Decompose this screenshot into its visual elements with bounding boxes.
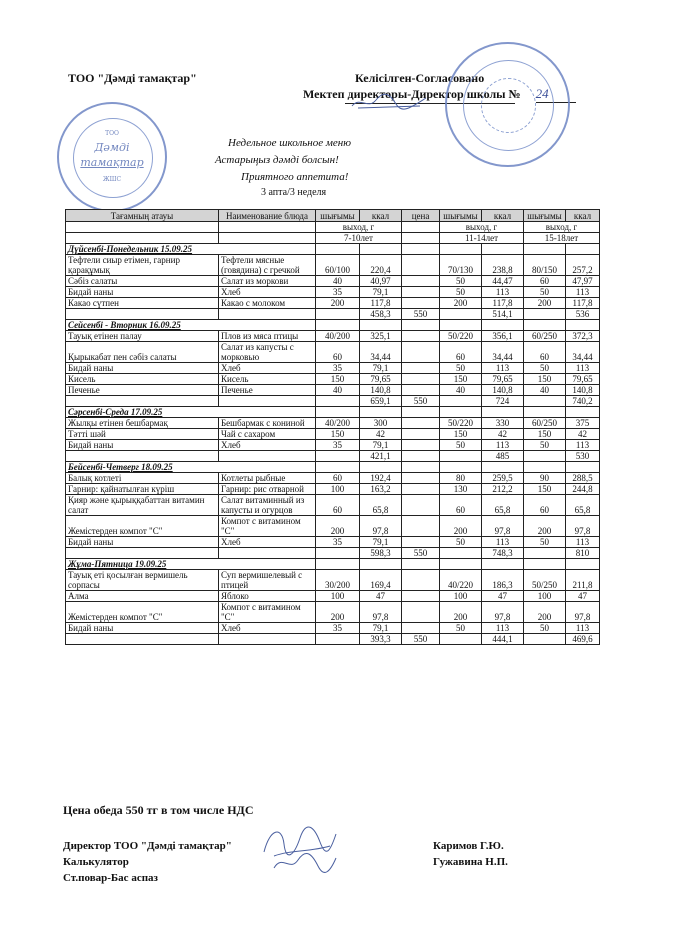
kcal-15-18: 47,97 bbox=[566, 276, 600, 287]
kcal-11-14: 212,2 bbox=[482, 484, 524, 495]
yield-label: выход, г bbox=[316, 222, 402, 233]
day-header-row bbox=[66, 244, 600, 255]
dish-row bbox=[66, 602, 600, 623]
total-kcal-7-10: 458,3 bbox=[360, 309, 402, 320]
dish-name-ru: Компот с витамином "С" bbox=[219, 602, 316, 623]
price-note: Цена обеда 550 тг в том числе НДС bbox=[63, 803, 254, 817]
price bbox=[402, 418, 440, 429]
dish-name-kz: Тәтті шәй bbox=[66, 429, 219, 440]
kcal-15-18: 42 bbox=[566, 429, 600, 440]
price bbox=[402, 602, 440, 623]
total-kcal-15-18: 530 bbox=[566, 451, 600, 462]
kcal-11-14: 238,8 bbox=[482, 255, 524, 276]
dish-name-ru: Какао с молоком bbox=[219, 298, 316, 309]
yield-7-10: 40 bbox=[316, 385, 360, 396]
dish-name-kz: Жемістерден компот "С" bbox=[66, 516, 219, 537]
kcal-7-10: 300 bbox=[360, 418, 402, 429]
yield-7-10: 40 bbox=[316, 276, 360, 287]
yield-15-18: 50/250 bbox=[524, 570, 566, 591]
yield-15-18: 60 bbox=[524, 342, 566, 363]
day-header-row bbox=[66, 559, 600, 570]
yield-15-18: 50 bbox=[524, 537, 566, 548]
dish-row bbox=[66, 298, 600, 309]
kcal-7-10: 117,8 bbox=[360, 298, 402, 309]
total-kcal-11-14: 485 bbox=[482, 451, 524, 462]
company-name: ТОО "Дәмді тамақтар" bbox=[68, 71, 197, 85]
kcal-15-18: 113 bbox=[566, 440, 600, 451]
dish-row bbox=[66, 484, 600, 495]
kcal-11-14: 186,3 bbox=[482, 570, 524, 591]
kcal-15-18: 211,8 bbox=[566, 570, 600, 591]
header-cell: шығымы bbox=[440, 210, 482, 222]
yield-7-10: 200 bbox=[316, 516, 360, 537]
yield-15-18: 40 bbox=[524, 385, 566, 396]
header-cell: шығымы bbox=[524, 210, 566, 222]
yield-11-14: 150 bbox=[440, 374, 482, 385]
header-cell: Тағамның атауы bbox=[66, 210, 219, 222]
kcal-11-14: 330 bbox=[482, 418, 524, 429]
kcal-15-18: 257,2 bbox=[566, 255, 600, 276]
yield-11-14: 50/220 bbox=[440, 331, 482, 342]
kcal-15-18: 65,8 bbox=[566, 495, 600, 516]
total-kcal-11-14: 748,3 bbox=[482, 548, 524, 559]
yield-15-18: 200 bbox=[524, 298, 566, 309]
kcal-7-10: 163,2 bbox=[360, 484, 402, 495]
kcal-15-18: 140,8 bbox=[566, 385, 600, 396]
kcal-11-14: 259,5 bbox=[482, 473, 524, 484]
yield-7-10: 60 bbox=[316, 495, 360, 516]
kcal-11-14: 65,8 bbox=[482, 495, 524, 516]
dish-name-ru: Хлеб bbox=[219, 623, 316, 634]
kcal-11-14: 113 bbox=[482, 537, 524, 548]
yield-15-18: 200 bbox=[524, 516, 566, 537]
age-group: 15-18лет bbox=[524, 233, 600, 244]
kcal-15-18: 375 bbox=[566, 418, 600, 429]
yield-11-14: 60 bbox=[440, 342, 482, 363]
kcal-7-10: 79,1 bbox=[360, 440, 402, 451]
day-total-row bbox=[66, 634, 600, 645]
calculator-signature bbox=[270, 850, 340, 876]
kcal-15-18: 244,8 bbox=[566, 484, 600, 495]
kcal-15-18: 288,5 bbox=[566, 473, 600, 484]
dish-row bbox=[66, 429, 600, 440]
dish-row bbox=[66, 516, 600, 537]
yield-15-18: 150 bbox=[524, 374, 566, 385]
dish-row bbox=[66, 473, 600, 484]
yield-7-10: 60/100 bbox=[316, 255, 360, 276]
yield-15-18: 60 bbox=[524, 495, 566, 516]
yield-7-10: 100 bbox=[316, 484, 360, 495]
dish-row bbox=[66, 623, 600, 634]
header-cell: ккал bbox=[482, 210, 524, 222]
kcal-7-10: 34,44 bbox=[360, 342, 402, 363]
dish-name-kz: Тауық етінен палау bbox=[66, 331, 219, 342]
kcal-7-10: 325,1 bbox=[360, 331, 402, 342]
dish-row bbox=[66, 537, 600, 548]
kcal-11-14: 140,8 bbox=[482, 385, 524, 396]
yield-15-18: 150 bbox=[524, 484, 566, 495]
dish-name-ru: Салат витаминный из капусты и огурцов bbox=[219, 495, 316, 516]
dish-name-ru: Бешбармак с кониной bbox=[219, 418, 316, 429]
price bbox=[402, 537, 440, 548]
yield-11-14: 200 bbox=[440, 516, 482, 537]
yield-11-14: 40 bbox=[440, 385, 482, 396]
yield-7-10: 200 bbox=[316, 602, 360, 623]
dish-name-ru: Суп вермишелевый с птицей bbox=[219, 570, 316, 591]
dish-name-ru: Салат из моркови bbox=[219, 276, 316, 287]
dish-name-ru: Компот с витамином "С" bbox=[219, 516, 316, 537]
price bbox=[402, 287, 440, 298]
header-cell: Наименование блюда bbox=[219, 210, 316, 222]
day-header-row bbox=[66, 407, 600, 418]
price bbox=[402, 473, 440, 484]
yield-15-18: 150 bbox=[524, 429, 566, 440]
yield-11-14: 50 bbox=[440, 623, 482, 634]
dish-name-kz: Тефтели сиыр етімен, гарнир қарақұмық bbox=[66, 255, 219, 276]
kcal-7-10: 79,1 bbox=[360, 363, 402, 374]
kcal-11-14: 97,8 bbox=[482, 516, 524, 537]
yield-11-14: 50 bbox=[440, 276, 482, 287]
calculator-name: Гужавина Н.П. bbox=[433, 856, 508, 868]
price bbox=[402, 342, 440, 363]
total-price: 550 bbox=[402, 396, 440, 407]
age-group: 11-14лет bbox=[440, 233, 524, 244]
calculator-label: Калькулятор bbox=[63, 856, 129, 868]
kcal-11-14: 44,47 bbox=[482, 276, 524, 287]
dish-row bbox=[66, 255, 600, 276]
kcal-7-10: 79,1 bbox=[360, 537, 402, 548]
day-name: Дүйсенбі-Понедельник 15.09.25 bbox=[66, 244, 316, 255]
kcal-7-10: 47 bbox=[360, 591, 402, 602]
menu-title: Недельное школьное меню bbox=[228, 137, 352, 149]
school-number: 24 bbox=[536, 86, 576, 103]
dish-name-ru: Гарнир: рис отварной bbox=[219, 484, 316, 495]
kcal-11-14: 113 bbox=[482, 363, 524, 374]
price bbox=[402, 570, 440, 591]
kcal-7-10: 220,4 bbox=[360, 255, 402, 276]
kcal-11-14: 113 bbox=[482, 623, 524, 634]
dish-name-kz: Бидай наны bbox=[66, 363, 219, 374]
director-name: Каримов Г.Ю. bbox=[433, 840, 504, 852]
kcal-15-18: 79,65 bbox=[566, 374, 600, 385]
yield-11-14: 130 bbox=[440, 484, 482, 495]
kcal-11-14: 97,8 bbox=[482, 602, 524, 623]
yield-7-10: 60 bbox=[316, 342, 360, 363]
kcal-15-18: 117,8 bbox=[566, 298, 600, 309]
yield-11-14: 150 bbox=[440, 429, 482, 440]
kcal-15-18: 113 bbox=[566, 363, 600, 374]
dish-name-ru: Чай с сахаром bbox=[219, 429, 316, 440]
dish-name-kz: Қияр және қырыққабаттан витамин салат bbox=[66, 495, 219, 516]
yield-label-row bbox=[66, 222, 600, 233]
day-total-row bbox=[66, 309, 600, 320]
kcal-7-10: 192,4 bbox=[360, 473, 402, 484]
price bbox=[402, 591, 440, 602]
total-kcal-15-18: 469,6 bbox=[566, 634, 600, 645]
yield-11-14: 200 bbox=[440, 602, 482, 623]
school-stamp bbox=[445, 42, 570, 167]
day-total-row bbox=[66, 548, 600, 559]
total-kcal-15-18: 810 bbox=[566, 548, 600, 559]
day-name: Бейсенбі-Четверг 18.09.25 bbox=[66, 462, 316, 473]
company-stamp bbox=[57, 102, 167, 212]
director-label: Директор ТОО "Дәмді тамақтар" bbox=[63, 840, 232, 852]
dish-row bbox=[66, 276, 600, 287]
kcal-15-18: 47 bbox=[566, 591, 600, 602]
yield-11-14: 100 bbox=[440, 591, 482, 602]
kcal-7-10: 40,97 bbox=[360, 276, 402, 287]
yield-15-18: 100 bbox=[524, 591, 566, 602]
stamp-bottom-text: ЖШС bbox=[102, 176, 122, 183]
age-group-row bbox=[66, 233, 600, 244]
yield-label: выход, г bbox=[440, 222, 524, 233]
menu-greeting-kz: Астарыңыз дәмді болсын! bbox=[215, 154, 339, 166]
yield-11-14: 50 bbox=[440, 363, 482, 374]
kcal-11-14: 113 bbox=[482, 440, 524, 451]
yield-15-18: 200 bbox=[524, 602, 566, 623]
kcal-15-18: 113 bbox=[566, 287, 600, 298]
yield-15-18: 50 bbox=[524, 623, 566, 634]
table-header-row bbox=[66, 210, 600, 222]
dish-row bbox=[66, 287, 600, 298]
dish-row bbox=[66, 418, 600, 429]
price bbox=[402, 255, 440, 276]
day-header-row bbox=[66, 320, 600, 331]
stamp-top-text: ТОО bbox=[105, 130, 119, 137]
yield-15-18: 60/250 bbox=[524, 331, 566, 342]
yield-11-14: 200 bbox=[440, 298, 482, 309]
yield-7-10: 35 bbox=[316, 440, 360, 451]
yield-11-14: 70/130 bbox=[440, 255, 482, 276]
yield-7-10: 35 bbox=[316, 363, 360, 374]
approval-line-2-text: Мектеп директоры-Директор школы № bbox=[303, 87, 521, 101]
header-cell: шығымы bbox=[316, 210, 360, 222]
kcal-7-10: 79,1 bbox=[360, 623, 402, 634]
price bbox=[402, 276, 440, 287]
dish-name-kz: Бидай наны bbox=[66, 623, 219, 634]
yield-7-10: 40/200 bbox=[316, 331, 360, 342]
dish-name-kz: Кисель bbox=[66, 374, 219, 385]
kcal-15-18: 97,8 bbox=[566, 516, 600, 537]
dish-row bbox=[66, 342, 600, 363]
kcal-7-10: 140,8 bbox=[360, 385, 402, 396]
kcal-11-14: 113 bbox=[482, 287, 524, 298]
dish-name-ru: Хлеб bbox=[219, 440, 316, 451]
total-kcal-7-10: 659,1 bbox=[360, 396, 402, 407]
total-price: 550 bbox=[402, 634, 440, 645]
dish-name-kz: Жемістерден компот "С" bbox=[66, 602, 219, 623]
price bbox=[402, 385, 440, 396]
dish-name-kz: Алма bbox=[66, 591, 219, 602]
yield-7-10: 150 bbox=[316, 374, 360, 385]
yield-15-18: 50 bbox=[524, 363, 566, 374]
total-kcal-7-10: 393,3 bbox=[360, 634, 402, 645]
yield-15-18: 50 bbox=[524, 287, 566, 298]
dish-name-ru: Тефтели мясные (говядина) с гречкой bbox=[219, 255, 316, 276]
price bbox=[402, 363, 440, 374]
kcal-11-14: 117,8 bbox=[482, 298, 524, 309]
yield-15-18: 50 bbox=[524, 440, 566, 451]
yield-11-14: 80 bbox=[440, 473, 482, 484]
total-kcal-15-18: 740,2 bbox=[566, 396, 600, 407]
yield-7-10: 100 bbox=[316, 591, 360, 602]
kcal-11-14: 47 bbox=[482, 591, 524, 602]
age-group: 7-10лет bbox=[316, 233, 402, 244]
kcal-15-18: 113 bbox=[566, 537, 600, 548]
dish-name-kz: Какао сүтпен bbox=[66, 298, 219, 309]
day-header-row bbox=[66, 462, 600, 473]
approval-signature bbox=[350, 92, 430, 112]
total-kcal-11-14: 444,1 bbox=[482, 634, 524, 645]
header-cell: ккал bbox=[360, 210, 402, 222]
yield-7-10: 60 bbox=[316, 473, 360, 484]
price bbox=[402, 440, 440, 451]
day-name: Жұма-Пятница 19.09.25 bbox=[66, 559, 316, 570]
total-kcal-11-14: 724 bbox=[482, 396, 524, 407]
total-price: 550 bbox=[402, 548, 440, 559]
yield-7-10: 35 bbox=[316, 623, 360, 634]
yield-7-10: 35 bbox=[316, 287, 360, 298]
kcal-7-10: 169,4 bbox=[360, 570, 402, 591]
yield-11-14: 50 bbox=[440, 287, 482, 298]
dish-name-kz: Гарнир: қайнатылған күріш bbox=[66, 484, 219, 495]
dish-name-kz: Бидай наны bbox=[66, 537, 219, 548]
yield-7-10: 35 bbox=[316, 537, 360, 548]
dish-name-ru: Салат из капусты с морковью bbox=[219, 342, 316, 363]
day-name: Сәрсенбі-Среда 17.09.25 bbox=[66, 407, 316, 418]
dish-name-ru: Хлеб bbox=[219, 537, 316, 548]
total-kcal-7-10: 598,3 bbox=[360, 548, 402, 559]
yield-7-10: 40/200 bbox=[316, 418, 360, 429]
yield-11-14: 40/220 bbox=[440, 570, 482, 591]
header-cell: цена bbox=[402, 210, 440, 222]
yield-11-14: 50 bbox=[440, 440, 482, 451]
kcal-7-10: 79,1 bbox=[360, 287, 402, 298]
yield-label: выход, г bbox=[524, 222, 600, 233]
cook-label: Ст.повар-Бас аспаз bbox=[63, 872, 158, 884]
yield-11-14: 50/220 bbox=[440, 418, 482, 429]
kcal-11-14: 356,1 bbox=[482, 331, 524, 342]
yield-7-10: 150 bbox=[316, 429, 360, 440]
dish-row bbox=[66, 591, 600, 602]
kcal-15-18: 97,8 bbox=[566, 602, 600, 623]
dish-name-ru: Кисель bbox=[219, 374, 316, 385]
dish-name-ru: Котлеты рыбные bbox=[219, 473, 316, 484]
kcal-11-14: 34,44 bbox=[482, 342, 524, 363]
yield-11-14: 50 bbox=[440, 537, 482, 548]
menu-greeting-ru: Приятного аппетита! bbox=[241, 171, 349, 183]
day-total-row bbox=[66, 451, 600, 462]
total-price bbox=[402, 451, 440, 462]
approval-line-1: Келісілген-Согласовано bbox=[355, 71, 485, 85]
dish-name-kz: Қырыкабат пен сәбіз салаты bbox=[66, 342, 219, 363]
price bbox=[402, 331, 440, 342]
dish-row bbox=[66, 331, 600, 342]
dish-name-ru: Печенье bbox=[219, 385, 316, 396]
price bbox=[402, 298, 440, 309]
dish-name-ru: Яблоко bbox=[219, 591, 316, 602]
price bbox=[402, 495, 440, 516]
header-cell: ккал bbox=[566, 210, 600, 222]
kcal-7-10: 79,65 bbox=[360, 374, 402, 385]
yield-15-18: 60/250 bbox=[524, 418, 566, 429]
dish-row bbox=[66, 440, 600, 451]
dish-row bbox=[66, 495, 600, 516]
kcal-11-14: 42 bbox=[482, 429, 524, 440]
dish-name-kz: Балық котлеті bbox=[66, 473, 219, 484]
yield-7-10: 30/200 bbox=[316, 570, 360, 591]
week-label: 3 апта/3 неделя bbox=[261, 187, 327, 198]
price bbox=[402, 429, 440, 440]
dish-row bbox=[66, 363, 600, 374]
kcal-15-18: 34,44 bbox=[566, 342, 600, 363]
dish-name-kz: Бидай наны bbox=[66, 287, 219, 298]
kcal-15-18: 372,3 bbox=[566, 331, 600, 342]
stamp-center-text-1: Дәмді bbox=[94, 141, 130, 154]
total-kcal-11-14: 514,1 bbox=[482, 309, 524, 320]
kcal-15-18: 113 bbox=[566, 623, 600, 634]
dish-name-kz: Бидай наны bbox=[66, 440, 219, 451]
dish-name-kz: Сәбіз салаты bbox=[66, 276, 219, 287]
price bbox=[402, 484, 440, 495]
dish-name-kz: Печенье bbox=[66, 385, 219, 396]
price bbox=[402, 623, 440, 634]
total-kcal-7-10: 421,1 bbox=[360, 451, 402, 462]
kcal-7-10: 97,8 bbox=[360, 602, 402, 623]
menu-table bbox=[65, 209, 600, 645]
dish-name-ru: Плов из мяса птицы bbox=[219, 331, 316, 342]
yield-11-14: 60 bbox=[440, 495, 482, 516]
dish-row bbox=[66, 385, 600, 396]
total-kcal-15-18: 536 bbox=[566, 309, 600, 320]
yield-15-18: 90 bbox=[524, 473, 566, 484]
kcal-7-10: 65,8 bbox=[360, 495, 402, 516]
dish-row bbox=[66, 374, 600, 385]
day-total-row bbox=[66, 396, 600, 407]
price bbox=[402, 516, 440, 537]
total-price: 550 bbox=[402, 309, 440, 320]
kcal-11-14: 79,65 bbox=[482, 374, 524, 385]
dish-name-kz: Тауық еті қосылған вермишель сорпасы bbox=[66, 570, 219, 591]
kcal-7-10: 42 bbox=[360, 429, 402, 440]
dish-name-kz: Жылқы етінен бешбармақ bbox=[66, 418, 219, 429]
yield-15-18: 60 bbox=[524, 276, 566, 287]
yield-15-18: 80/150 bbox=[524, 255, 566, 276]
stamp-center-text-2: тамақтар bbox=[80, 156, 144, 169]
dish-name-ru: Хлеб bbox=[219, 363, 316, 374]
price bbox=[402, 374, 440, 385]
dish-row bbox=[66, 570, 600, 591]
kcal-7-10: 97,8 bbox=[360, 516, 402, 537]
yield-7-10: 200 bbox=[316, 298, 360, 309]
dish-name-ru: Хлеб bbox=[219, 287, 316, 298]
day-name: Сейсенбі - Вторник 16.09.25 bbox=[66, 320, 316, 331]
